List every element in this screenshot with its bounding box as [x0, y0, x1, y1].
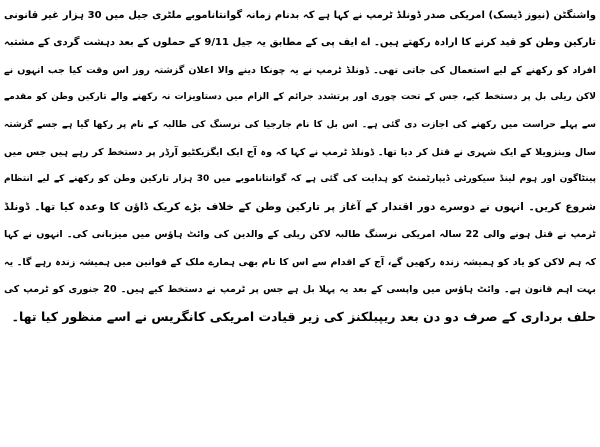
- article-line-6: سال وینزویلا کے ایک شہری نے قتل کر دیا تھا۔ ڈونلڈ ٹرمپ نے کہا کہ وہ آج ایک ایگزیکٹیو آرڈر پر دستخط کر رہے ہیں جس میں: [4, 146, 596, 158]
- article-line-9: ٹرمپ نے قتل ہونے والی 22 سالہ امریکی نرسنگ طالبہ لاکن ریلی کے والدین کی وائٹ ہاؤس میں میزبانی کی۔ انہوں نے کہا: [4, 229, 596, 241]
- article-line-10: کہ ہم لاکن کو یاد کو ہمیشہ زندہ رکھیں گے، آج کے اقدام سے اس کا نام بھی ہمارے ملک کے قوانین میں ہمیشہ زندہ رہے گا۔ یہ: [4, 256, 596, 268]
- article-line-8: شروع کریں۔ انہوں نے دوسرے دور اقتدار کے آغاز پر تارکین وطن کے خلاف بڑے کریک ڈاؤن کا وعدہ کیا تھا۔ ڈونلڈ: [4, 200, 596, 213]
- article-line-5: سے پہلے حراست میں رکھنے کی اجازت دی گئی ہے۔ اس بل کا نام جارجیا کی نرسنگ کی طالبہ کے نام پر رکھا گیا ہے جسے گزشتہ: [4, 119, 596, 130]
- article-line-12: حلف برداری کے صرف دو دن بعد ریپبلکنز کی زیر قیادت امریکی کانگریس نے اسے منظور کیا تھا۔: [11, 309, 596, 325]
- article-line-1: واشنگٹن (نیوز ڈیسک) امریکی صدر ڈونلڈ ٹرمپ نے کہا ہے کہ بدنام زمانہ گوانتاناموبے ملٹری جیل میں 30 ہزار غیر قانونی: [4, 10, 596, 21]
- article-line-2: تارکین وطن کو قید کرنے کا ارادہ رکھتے ہیں۔ اے ایف پی کے مطابق یہ جیل 9/11 کے حملوں کے بعد دہشت گردی کے مشتبہ: [4, 37, 596, 49]
- article-line-7: پینٹاگون اور ہوم لینڈ سیکورٹی ڈیپارٹمنٹ کو ہدایت کی گئی ہے کہ گوانتاناموبے میں 30 ہزار تارکین وطن کو رکھنے کے لیے انتظام: [4, 174, 596, 185]
- article-line-11: بہت اہم قانون ہے۔ وائٹ ہاؤس میں واپسی کے بعد یہ پہلا بل ہے جس پر ٹرمپ نے دستخط کیے ہیں۔ 20 جنوری کو ٹرمپ کی: [4, 283, 596, 295]
- article-line-3: افراد کو رکھنے کے لیے استعمال کی جاتی تھی۔ ڈونلڈ ٹرمپ نے یہ چونکا دینے والا اعلان گزشتہ روز اس وقت کیا جب انہوں نے: [4, 64, 596, 76]
- article-line-4: لاکن ریلی بل پر دستخط کیے، جس کے تحت چوری اور پرتشدد جرائم کے الزام میں دستاویزات نہ رکھنے والے تارکین وطن کو مقدمے: [4, 92, 596, 103]
